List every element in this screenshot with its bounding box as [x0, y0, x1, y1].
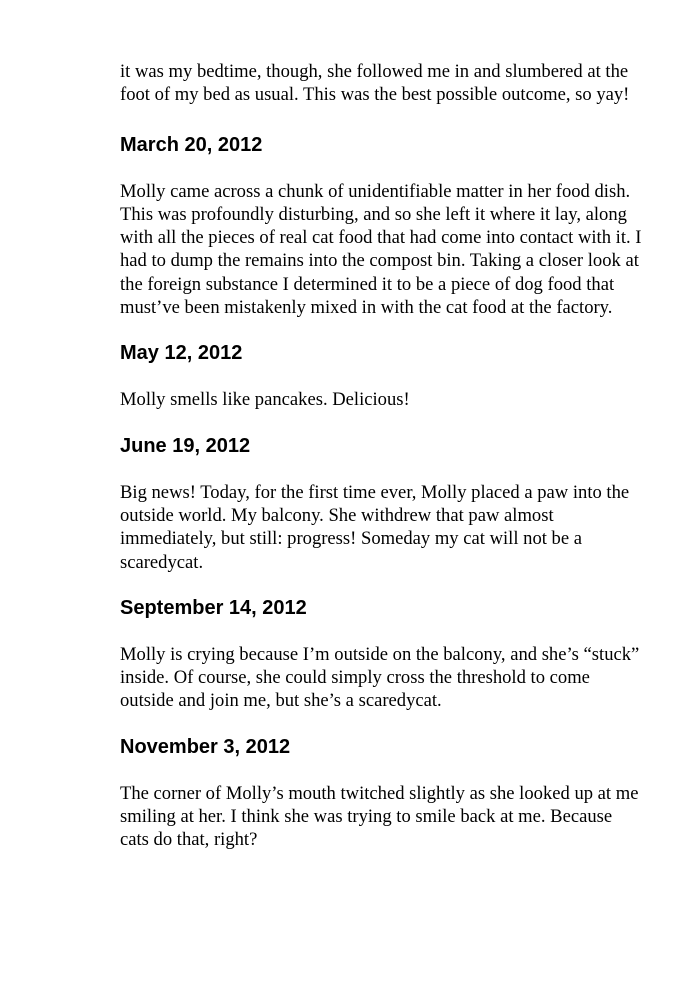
entry-paragraph: The corner of Molly’s mouth twitched slightly as she looked up at me smiling at her. I think she was trying to smile back at me. Because cats do that, right? — [120, 782, 639, 851]
entry-paragraph: Molly came across a chunk of unidentifiable matter in her food dish. This was profoundly disturbing, and so she left it where it lay, along with all the pieces of real cat food that had come into contact with it. I had to dump the remains into the compost bin. Taking a closer look at the foreign substance I determined it to be a piece of dog food that must’ve been mistakenly mixed in with the cat food at the factory. — [120, 180, 642, 319]
entry-paragraph: Big news! Today, for the first time ever, Molly placed a paw into the outside world. My balcony. She withdrew that paw almost immediately, but still: progress! Someday my cat will not be a scaredycat. — [120, 481, 630, 573]
entry-date-heading: June 19, 2012 — [120, 434, 251, 457]
entry-continuation-paragraph: it was my bedtime, though, she followed me in and slumbered at the foot of my bed as usual. This was the best possible outcome, so yay! — [120, 61, 630, 106]
entry-date-heading: May 12, 2012 — [120, 342, 243, 365]
document-page — [120, 60, 642, 852]
entry-date-heading: November 3, 2012 — [120, 735, 291, 758]
entry-date-heading: March 20, 2012 — [120, 133, 263, 156]
entry-paragraph: Molly smells like pancakes. Delicious! — [120, 389, 410, 411]
entry-date-heading: September 14, 2012 — [120, 596, 307, 619]
entry-paragraph: Molly is crying because I’m outside on the balcony, and she’s “stuck” inside. Of course, she could simply cross the threshold to come outside and join me, but she’s a scaredycat. — [120, 643, 640, 712]
